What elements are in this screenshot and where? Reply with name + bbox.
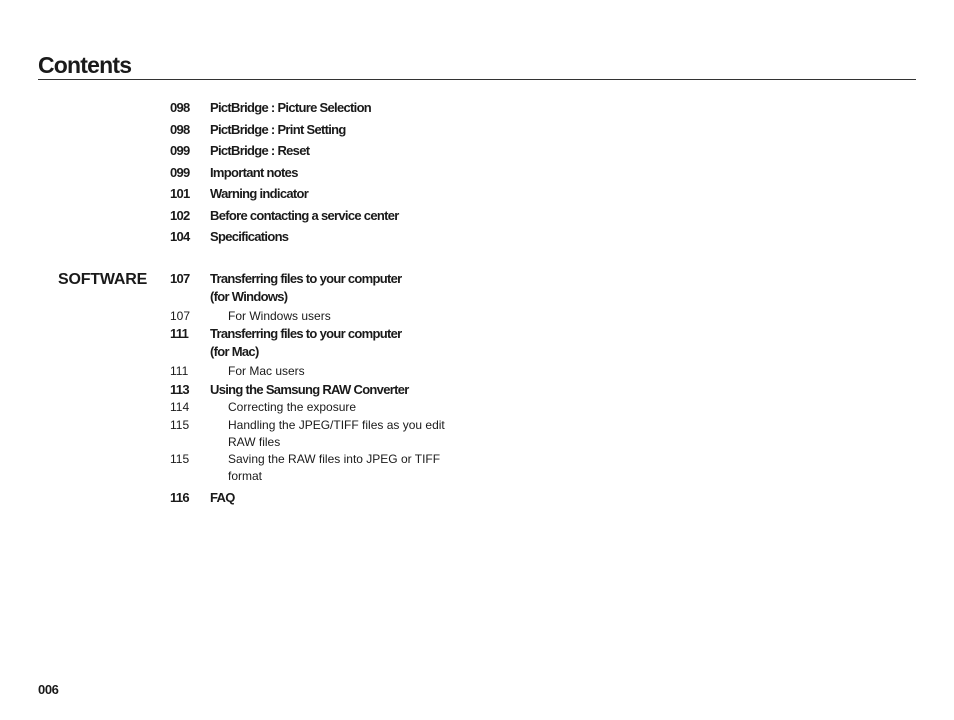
toc-subentry-title-line: Saving the RAW files into JPEG or TIFF xyxy=(228,452,441,466)
toc-subentry-title-line: Handling the JPEG/TIFF files as you edit xyxy=(228,418,445,432)
toc-entry-title: Using the Samsung RAW Converter xyxy=(210,382,409,397)
toc-page-number: 114 xyxy=(170,400,190,414)
toc-entry-title xyxy=(210,270,470,306)
toc-page-number: 098 xyxy=(170,122,190,137)
page-title: Contents xyxy=(38,52,132,78)
toc-page-number: 104 xyxy=(170,229,190,244)
toc-entry-title: PictBridge : Reset xyxy=(210,143,310,158)
toc-entry-title: PictBridge : Picture Selection xyxy=(210,100,372,115)
toc-entry-title-line: (for Mac) xyxy=(210,344,259,359)
toc-entry-title-line: (for Windows) xyxy=(210,289,288,304)
toc-entry-title: PictBridge : Print Setting xyxy=(210,122,346,137)
title-divider xyxy=(38,79,916,80)
toc-page-number: 099 xyxy=(170,165,190,180)
toc-page-number: 102 xyxy=(170,208,190,223)
toc-subentry-title xyxy=(228,417,468,451)
toc-subentry-title: For Mac users xyxy=(228,364,305,378)
toc-subentry-title: For Windows users xyxy=(228,309,331,323)
toc-page-number: 116 xyxy=(170,490,189,505)
toc-page-number: 115 xyxy=(170,418,190,432)
toc-page-number: 107 xyxy=(170,309,191,323)
toc-page-number: 099 xyxy=(170,143,190,158)
toc-entry-title: Warning indicator xyxy=(210,186,309,201)
page-number: 006 xyxy=(38,682,59,697)
toc-page-number: 107 xyxy=(170,271,190,286)
toc-page-number: 098 xyxy=(170,100,190,115)
toc-entry-title: Specifications xyxy=(210,229,289,244)
toc-page-number: 113 xyxy=(170,382,189,397)
toc-entry-title xyxy=(210,325,470,361)
toc-entry-title-line: Transferring files to your computer xyxy=(210,271,402,286)
toc-entry-title: FAQ xyxy=(210,490,235,505)
toc-subentry-title-line: RAW files xyxy=(228,435,281,449)
toc-entry-title: Before contacting a service center xyxy=(210,208,399,223)
toc-subentry-title-line: format xyxy=(228,469,263,483)
toc-entry-title: Important notes xyxy=(210,165,298,180)
toc-page-number: 111 xyxy=(170,364,189,378)
toc-subentry-title xyxy=(228,451,468,485)
toc-subentry-title: Correcting the exposure xyxy=(228,400,357,414)
toc-page-number: 101 xyxy=(170,186,190,201)
toc-entry-title-line: Transferring files to your computer xyxy=(210,326,402,341)
section-label-software: SOFTWARE xyxy=(58,271,148,288)
toc-page-number: 111 xyxy=(170,326,189,341)
toc-page-number: 115 xyxy=(170,452,190,466)
